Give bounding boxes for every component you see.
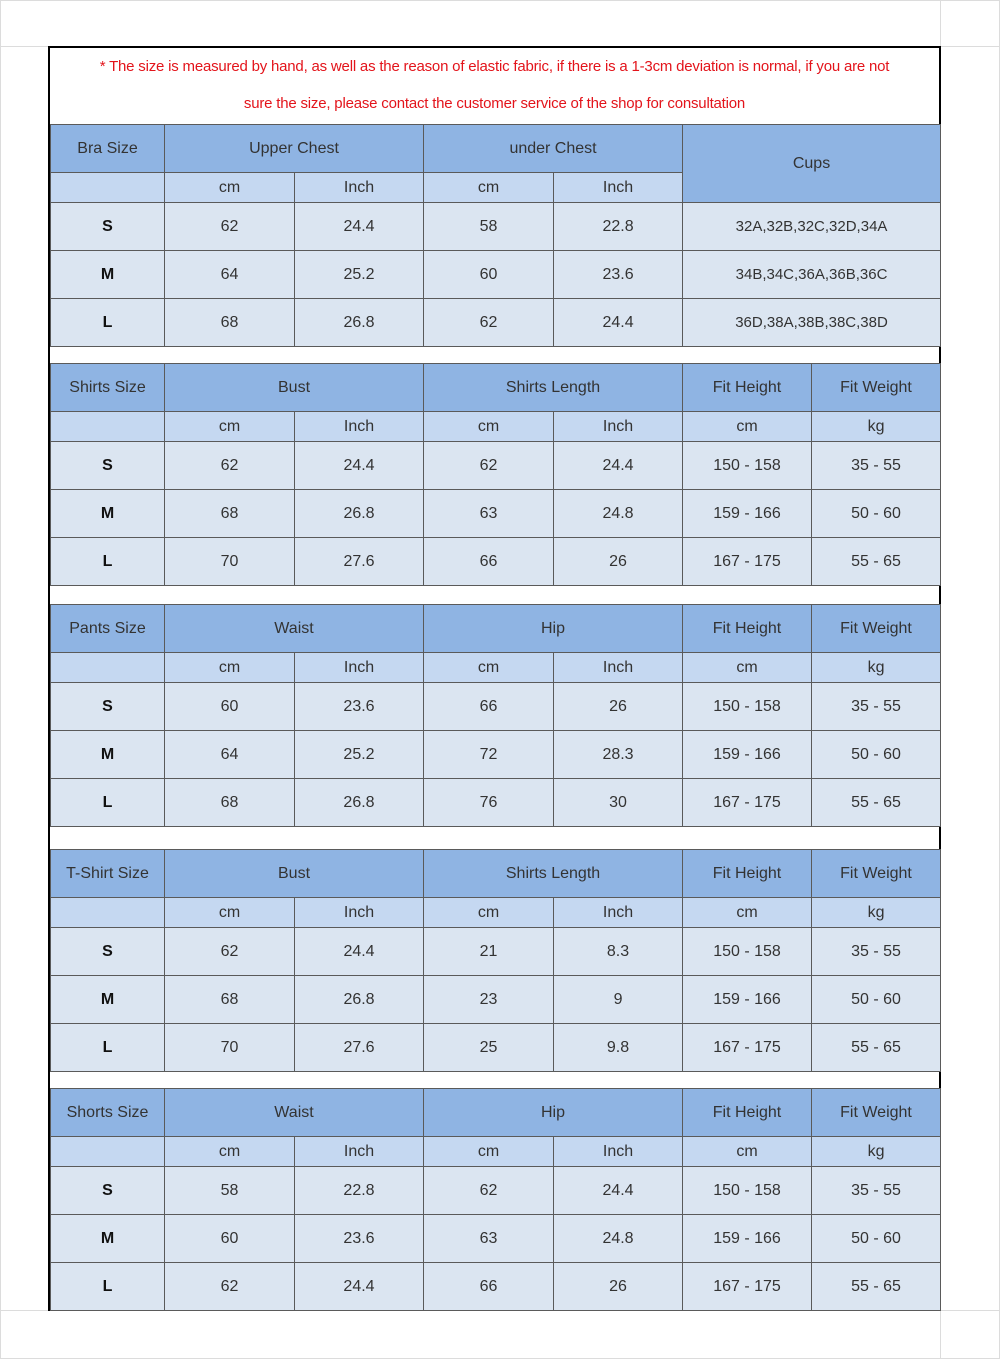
measure-header: Fit Weight: [812, 850, 941, 898]
table-cell: 55 - 65: [812, 538, 941, 586]
table-cell: 25.2: [295, 731, 424, 779]
table-cell: 21: [424, 928, 554, 976]
table-cell: 150 - 158: [683, 683, 812, 731]
unit-cell: cm: [424, 412, 554, 442]
measure-header: Fit Height: [683, 850, 812, 898]
unit-cell: cm: [424, 1137, 554, 1167]
size-label: S: [51, 442, 165, 490]
table-cell: 26: [554, 538, 683, 586]
bra-size-table: [50, 124, 941, 347]
measure-header: under Chest: [424, 125, 683, 173]
table-row: [51, 538, 941, 586]
table-cell: 150 - 158: [683, 442, 812, 490]
table-cell: 24.4: [554, 442, 683, 490]
table-cell: 27.6: [295, 538, 424, 586]
measure-header: Waist: [165, 605, 424, 653]
table-cell: 35 - 55: [812, 928, 941, 976]
unit-cell: kg: [812, 1137, 941, 1167]
table-row: [51, 442, 941, 490]
unit-cell: cm: [165, 898, 295, 928]
size-header: T-Shirt Size: [51, 850, 165, 898]
table-cell: 55 - 65: [812, 1263, 941, 1311]
size-header: Shirts Size: [51, 364, 165, 412]
table-cell: 159 - 166: [683, 976, 812, 1024]
unit-cell: Inch: [295, 1137, 424, 1167]
size-label: S: [51, 683, 165, 731]
measure-header: Fit Height: [683, 364, 812, 412]
measure-header: Waist: [165, 1089, 424, 1137]
table-cell: 25: [424, 1024, 554, 1072]
table-cell: 35 - 55: [812, 683, 941, 731]
table-cell: 28.3: [554, 731, 683, 779]
cups-cell: 34B,34C,36A,36B,36C: [683, 251, 941, 299]
table-cell: 9.8: [554, 1024, 683, 1072]
unit-row: [51, 412, 941, 442]
measure-header: Bust: [165, 850, 424, 898]
table-cell: 24.4: [554, 1167, 683, 1215]
unit-cell: Inch: [554, 653, 683, 683]
unit-cell: Inch: [554, 412, 683, 442]
unit-cell: Inch: [295, 653, 424, 683]
size-label: L: [51, 1263, 165, 1311]
unit-cell-empty: [51, 412, 165, 442]
unit-cell: cm: [683, 898, 812, 928]
table-row: [51, 1167, 941, 1215]
size-label: M: [51, 251, 165, 299]
measure-header: Hip: [424, 605, 683, 653]
table-cell: 24.8: [554, 1215, 683, 1263]
table-cell: 66: [424, 1263, 554, 1311]
notice-line-1: * The size is measured by hand, as well as the reason of elastic fabric, if there is a 1-3cm deviation is normal, if you are not: [99, 58, 890, 75]
table-cell: 55 - 65: [812, 779, 941, 827]
measure-header: Hip: [424, 1089, 683, 1137]
table-cell: 62: [165, 928, 295, 976]
table-cell: 64: [165, 731, 295, 779]
measure-header: Fit Weight: [812, 605, 941, 653]
table-row: [51, 251, 941, 299]
table-cell: 24.4: [295, 928, 424, 976]
measure-header: Fit Weight: [812, 364, 941, 412]
size-label: S: [51, 203, 165, 251]
table-cell: 26: [554, 683, 683, 731]
tshirt-size-table: [50, 849, 941, 1072]
unit-cell: Inch: [554, 173, 683, 203]
table-cell: 30: [554, 779, 683, 827]
size-label: M: [51, 731, 165, 779]
unit-cell: cm: [165, 653, 295, 683]
table-cell: 23: [424, 976, 554, 1024]
notice-line-2: sure the size, please contact the customer service of the shop for consultation: [243, 95, 746, 112]
unit-cell: kg: [812, 653, 941, 683]
pants-size-table: [50, 604, 941, 827]
table-cell: 26.8: [295, 490, 424, 538]
table-cell: 68: [165, 299, 295, 347]
table-row: [51, 1215, 941, 1263]
table-header-row: [51, 850, 941, 898]
measure-header: Fit Height: [683, 1089, 812, 1137]
table-cell: 167 - 175: [683, 1263, 812, 1311]
table-cell: 62: [165, 442, 295, 490]
unit-cell-empty: [51, 653, 165, 683]
table-cell: 62: [165, 1263, 295, 1311]
unit-cell: Inch: [295, 173, 424, 203]
table-cell: 70: [165, 538, 295, 586]
table-header-row: [51, 605, 941, 653]
table-cell: 159 - 166: [683, 490, 812, 538]
table-cell: 58: [424, 203, 554, 251]
table-cell: 25.2: [295, 251, 424, 299]
table-cell: 68: [165, 779, 295, 827]
table-header-row: [51, 1089, 941, 1137]
size-header: Shorts Size: [51, 1089, 165, 1137]
cups-cell: 36D,38A,38B,38C,38D: [683, 299, 941, 347]
measure-header: Shirts Length: [424, 364, 683, 412]
table-cell: 26.8: [295, 299, 424, 347]
table-cell: 24.4: [554, 299, 683, 347]
unit-cell: cm: [424, 173, 554, 203]
table-cell: 58: [165, 1167, 295, 1215]
table-header-row: [51, 125, 941, 173]
table-cell: 60: [165, 683, 295, 731]
unit-cell: Inch: [554, 898, 683, 928]
size-notice: [50, 48, 939, 125]
table-cell: 9: [554, 976, 683, 1024]
unit-cell-empty: [51, 173, 165, 203]
table-cell: 63: [424, 490, 554, 538]
table-cell: 50 - 60: [812, 1215, 941, 1263]
table-row: [51, 683, 941, 731]
measure-header: Shirts Length: [424, 850, 683, 898]
unit-cell-empty: [51, 898, 165, 928]
table-row: [51, 928, 941, 976]
unit-cell: cm: [165, 412, 295, 442]
table-cell: 50 - 60: [812, 490, 941, 538]
table-cell: 68: [165, 976, 295, 1024]
unit-row: [51, 898, 941, 928]
unit-cell: Inch: [295, 412, 424, 442]
table-header-row: [51, 364, 941, 412]
size-label: M: [51, 1215, 165, 1263]
table-cell: 27.6: [295, 1024, 424, 1072]
unit-cell: cm: [683, 1137, 812, 1167]
size-label: S: [51, 1167, 165, 1215]
table-cell: 55 - 65: [812, 1024, 941, 1072]
table-cell: 68: [165, 490, 295, 538]
table-cell: 60: [165, 1215, 295, 1263]
unit-cell: Inch: [554, 1137, 683, 1167]
table-cell: 66: [424, 683, 554, 731]
table-cell: 26.8: [295, 779, 424, 827]
table-cell: 35 - 55: [812, 442, 941, 490]
table-cell: 72: [424, 731, 554, 779]
table-cell: 64: [165, 251, 295, 299]
unit-cell-empty: [51, 1137, 165, 1167]
unit-row: [51, 1137, 941, 1167]
measure-header: Fit Height: [683, 605, 812, 653]
unit-cell: cm: [683, 653, 812, 683]
table-cell: 76: [424, 779, 554, 827]
table-cell: 150 - 158: [683, 928, 812, 976]
table-cell: 50 - 60: [812, 976, 941, 1024]
unit-cell: cm: [165, 1137, 295, 1167]
size-label: S: [51, 928, 165, 976]
table-cell: 167 - 175: [683, 779, 812, 827]
table-row: [51, 203, 941, 251]
table-cell: 22.8: [295, 1167, 424, 1215]
shorts-size-table: [50, 1088, 941, 1311]
size-label: L: [51, 299, 165, 347]
table-cell: 167 - 175: [683, 538, 812, 586]
table-cell: 24.4: [295, 203, 424, 251]
size-header: Bra Size: [51, 125, 165, 173]
table-cell: 35 - 55: [812, 1167, 941, 1215]
size-label: M: [51, 976, 165, 1024]
measure-header: Fit Weight: [812, 1089, 941, 1137]
table-cell: 50 - 60: [812, 731, 941, 779]
table-cell: 70: [165, 1024, 295, 1072]
shirts-size-table: [50, 363, 941, 586]
table-cell: 62: [424, 299, 554, 347]
table-row: [51, 731, 941, 779]
unit-cell: cm: [424, 898, 554, 928]
table-cell: 23.6: [295, 1215, 424, 1263]
table-cell: 22.8: [554, 203, 683, 251]
table-cell: 167 - 175: [683, 1024, 812, 1072]
table-row: [51, 1263, 941, 1311]
measure-header: Bust: [165, 364, 424, 412]
unit-cell: cm: [683, 412, 812, 442]
table-cell: 60: [424, 251, 554, 299]
measure-header: Upper Chest: [165, 125, 424, 173]
table-row: [51, 299, 941, 347]
table-cell: 159 - 166: [683, 731, 812, 779]
table-row: [51, 1024, 941, 1072]
unit-cell: Inch: [295, 898, 424, 928]
cups-cell: 32A,32B,32C,32D,34A: [683, 203, 941, 251]
table-cell: 63: [424, 1215, 554, 1263]
table-cell: 62: [424, 1167, 554, 1215]
cups-header: Cups: [683, 125, 941, 203]
table-cell: 159 - 166: [683, 1215, 812, 1263]
unit-cell: cm: [165, 173, 295, 203]
table-cell: 24.8: [554, 490, 683, 538]
size-label: L: [51, 779, 165, 827]
table-cell: 23.6: [295, 683, 424, 731]
table-cell: 26.8: [295, 976, 424, 1024]
table-row: [51, 490, 941, 538]
table-cell: 8.3: [554, 928, 683, 976]
size-chart: [48, 46, 941, 1311]
unit-cell: cm: [424, 653, 554, 683]
unit-row: [51, 653, 941, 683]
unit-cell: kg: [812, 412, 941, 442]
size-header: Pants Size: [51, 605, 165, 653]
table-cell: 23.6: [554, 251, 683, 299]
table-cell: 24.4: [295, 1263, 424, 1311]
table-cell: 62: [424, 442, 554, 490]
table-cell: 150 - 158: [683, 1167, 812, 1215]
table-row: [51, 976, 941, 1024]
table-cell: 66: [424, 538, 554, 586]
table-row: [51, 779, 941, 827]
table-cell: 24.4: [295, 442, 424, 490]
table-cell: 26: [554, 1263, 683, 1311]
table-cell: 62: [165, 203, 295, 251]
size-label: L: [51, 538, 165, 586]
size-label: M: [51, 490, 165, 538]
size-label: L: [51, 1024, 165, 1072]
unit-cell: kg: [812, 898, 941, 928]
